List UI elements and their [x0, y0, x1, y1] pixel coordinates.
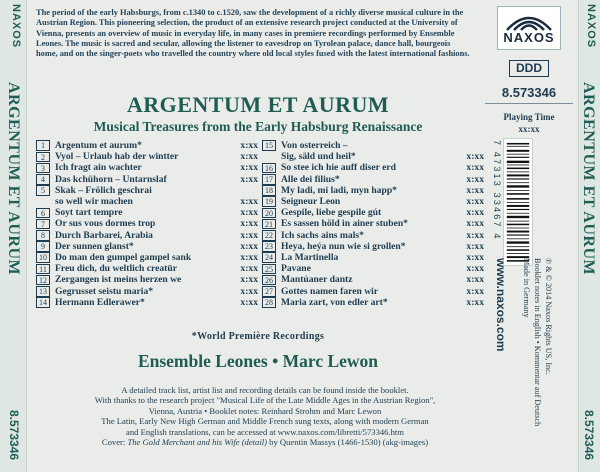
track-row — [262, 185, 484, 196]
track-row — [262, 207, 484, 218]
track-title: Soyt tart tempre — [55, 207, 123, 219]
track-title: Das kchühorn – Untarnslaf — [55, 173, 167, 185]
track-title: so well wir machen — [55, 196, 133, 208]
track-duration: x:xx — [466, 218, 484, 230]
track-title: Freu dich, du weltlich creatūr — [55, 263, 177, 275]
track-row — [36, 252, 258, 263]
right-spine — [578, 0, 600, 472]
track-number: 21 — [262, 219, 276, 230]
footer-notes — [32, 385, 498, 447]
track-title: Skak – Frölich geschrai — [55, 184, 152, 196]
track-title: My ladi, mi ladi, myn happ* — [281, 184, 397, 196]
track-duration: x:xx — [466, 162, 484, 174]
track-duration: x:xx — [240, 173, 258, 185]
track-title: Or sus vous dormes trop — [55, 218, 156, 230]
track-title: Mantúaner dantz — [281, 274, 353, 286]
track-row — [36, 297, 258, 308]
track-number: 7 — [36, 219, 50, 230]
track-row — [262, 230, 484, 241]
barcode-icon — [504, 139, 532, 265]
track-title: Maria zart, von edler art* — [281, 296, 388, 308]
track-duration: x:xx — [240, 151, 258, 163]
left-spine — [0, 0, 27, 472]
track-number: 8 — [36, 230, 50, 241]
track-title: Gottes namen faren wir — [281, 285, 379, 297]
track-title: So stee ich hie auff diser erd — [281, 162, 396, 174]
track-duration: x:xx — [466, 263, 484, 275]
track-duration: x:xx — [240, 263, 258, 275]
track-title: Vyol – Urlaub hab der wintter — [55, 151, 179, 163]
track-title: Gegrusset seistu maria* — [55, 285, 154, 297]
track-duration: x:xx — [240, 162, 258, 174]
track-number: 6 — [36, 208, 50, 219]
track-row — [36, 218, 258, 229]
track-row — [36, 207, 258, 218]
logo-word: NAXOS — [503, 30, 555, 45]
track-row — [36, 140, 258, 151]
track-row — [36, 196, 258, 207]
track-duration: x:xx — [466, 296, 484, 308]
footer-line: A detailed track list, artist list and recording details can be found inside the booklet. — [121, 385, 409, 395]
track-row — [36, 286, 258, 297]
album-title: ARGENTUM ET AURUM — [126, 92, 390, 117]
track-row — [36, 274, 258, 285]
track-title: Ich sachs ains mals* — [281, 229, 364, 241]
track-row — [36, 230, 258, 241]
track-title: Durch Barbarei, Arabia — [55, 229, 153, 241]
naxos-logo — [497, 6, 561, 50]
footer-line: Vienna, Austria • Booklet notes: Reinhard Strohm and Marc Lewon — [148, 405, 382, 416]
track-row — [262, 297, 484, 308]
footer-line: With thanks to the research project "Musical Life of the Late Middle Ages in the Austrian Region", — [94, 395, 436, 406]
track-number: 10 — [36, 252, 50, 263]
track-duration: x:xx — [240, 218, 258, 230]
track-row — [262, 162, 484, 173]
track-number: 3 — [36, 163, 50, 174]
track-duration: x:xx — [240, 207, 258, 219]
track-row — [262, 286, 484, 297]
track-title: Heya, heýa nun wie si grollen* — [281, 240, 406, 252]
footer-line: The Latin, Early New High German and Middle French sung texts, along with modern German — [101, 416, 429, 427]
spine-title-right: ARGENTUM ET AURUM — [580, 82, 597, 276]
track-row — [262, 151, 484, 162]
copyright-notice: ℗ & © 2014 Naxos Rights US, Inc. — [544, 258, 553, 375]
playing-time-value: xx:xx — [518, 124, 540, 134]
track-number: 2 — [36, 152, 50, 163]
track-row — [262, 252, 484, 263]
track-title: Gespile, liebe gespile gút — [281, 207, 382, 219]
track-title: Pavane — [281, 263, 311, 275]
track-row — [262, 263, 484, 274]
track-duration: x:xx — [466, 151, 484, 163]
track-title: Zergangen ist meins herzen we — [55, 274, 182, 286]
track-title: Der sunnen glanst* — [55, 240, 134, 252]
cover-credit: Cover: The Gold Merchant and his Wife (detail) by Quentin Massys (1466-1530) (akg-images) — [101, 437, 429, 448]
track-number: 27 — [262, 286, 276, 297]
album-subtitle: Musical Treasures from the Early Habsburg Renaissance — [93, 119, 423, 134]
logo-arcs-icon — [503, 12, 555, 32]
track-duration: x:xx — [240, 296, 258, 308]
track-duration: x:xx — [466, 274, 484, 286]
track-title: La Martinella — [281, 252, 339, 264]
track-duration: x:xx — [466, 285, 484, 297]
track-row — [262, 140, 484, 151]
track-number: 9 — [36, 241, 50, 252]
track-row — [262, 241, 484, 252]
track-row — [262, 218, 484, 229]
track-number: 20 — [262, 208, 276, 219]
track-title: Do man den gumpel gampel sank — [55, 252, 192, 264]
track-duration: x:xx — [240, 252, 258, 264]
track-title: Hermann Edlerawer* — [55, 296, 145, 308]
track-title: Alle dei filius* — [281, 173, 340, 185]
track-duration: x:xx — [240, 240, 258, 252]
barcode-number: 7 47313 33467 4 — [492, 140, 502, 241]
track-title: Von osterreich – — [281, 140, 348, 151]
track-duration: x:xx — [466, 184, 484, 196]
label-info — [485, 6, 573, 134]
barcode — [503, 138, 533, 266]
description-blurb: The period of the early Habsburgs, from c.1340 to c.1520, saw the development of a richly diverse musical culture in the Austrian Region. This pioneering selection, the product of an extensive research project conducted at the University of Vienna, presents an overview of music in everyday life, in many cases in premiere recordings performed by Ensemble Leones. The music is sacred and secular, allowing the listener to eavesdrop on Tyrolean palace, dance hall, bourgeois home, and on the singer-poets who travelled the country where old local styles fused with the latest international fashions. — [36, 8, 470, 59]
track-number: 22 — [262, 230, 276, 241]
catalogue-number: 8.573346 — [485, 85, 573, 104]
track-number: 4 — [36, 174, 50, 185]
track-duration: x:xx — [466, 196, 484, 208]
track-title: Es sassen höld in ainer stuben* — [281, 218, 408, 230]
track-duration — [224, 185, 258, 196]
playing-time-label: Playing Time — [503, 112, 555, 122]
spine-title: ARGENTUM ET AURUM — [5, 82, 22, 276]
website-link[interactable]: www.naxos.com — [494, 258, 508, 352]
track-number: 12 — [36, 275, 50, 286]
made-in: Made in Germany — [522, 258, 531, 318]
track-number: 26 — [262, 275, 276, 286]
track-duration: x:xx — [240, 196, 258, 208]
track-list-left — [36, 140, 258, 308]
track-duration: x:xx — [240, 285, 258, 297]
spine-catalogue: 8.573346 — [7, 410, 21, 461]
performers: Ensemble Leones • Marc Lewon — [137, 351, 379, 371]
track-duration: x:xx — [466, 252, 484, 264]
track-number — [262, 152, 276, 163]
booklet-languages: Booklet notes in English • Kommentar auf Deutsch — [533, 258, 542, 427]
footer-line: and English translations, can be accessed at www.naxos.com/libretti/573346.htm — [126, 426, 404, 437]
track-title: Sig, säld und heil* — [281, 151, 356, 163]
track-row — [36, 151, 258, 162]
track-row — [36, 263, 258, 274]
track-duration: x:xx — [240, 274, 258, 286]
track-number: 18 — [262, 185, 276, 196]
spine-brand-right: NAXOS — [585, 4, 597, 49]
world-premiere-note: *World Première Recordings — [191, 331, 325, 342]
track-duration: x:xx — [240, 140, 258, 151]
track-number: 14 — [36, 297, 50, 308]
track-duration: x:xx — [240, 229, 258, 241]
spine-brand: NAXOS — [10, 4, 22, 49]
track-duration: x:xx — [466, 240, 484, 252]
track-duration: x:xx — [466, 229, 484, 241]
track-number: 24 — [262, 252, 276, 263]
track-number: 15 — [262, 140, 276, 151]
track-number: 5 — [36, 185, 50, 196]
track-number: 16 — [262, 163, 276, 174]
track-number: 19 — [262, 196, 276, 207]
track-number: 11 — [36, 264, 50, 275]
track-number: 23 — [262, 241, 276, 252]
track-duration — [450, 140, 484, 151]
track-row — [262, 196, 484, 207]
spine-catalogue-right: 8.573346 — [582, 410, 596, 461]
track-number: 28 — [262, 297, 276, 308]
track-row — [36, 162, 258, 173]
track-number — [36, 196, 50, 207]
track-title: Seigneur Leon — [281, 196, 341, 208]
track-duration: x:xx — [466, 173, 484, 185]
track-title: Ich fragt ain wachter — [55, 162, 142, 174]
track-title: Argentum et aurum* — [55, 140, 142, 151]
track-row — [36, 185, 258, 196]
track-row — [262, 274, 484, 285]
track-number: 25 — [262, 264, 276, 275]
track-number: 17 — [262, 174, 276, 185]
track-row — [36, 174, 258, 185]
track-duration: x:xx — [466, 207, 484, 219]
track-row — [262, 174, 484, 185]
track-number: 1 — [36, 140, 50, 151]
ddd-badge: DDD — [509, 60, 549, 77]
cover-title: The Gold Merchant and his Wife (detail) — [127, 437, 267, 448]
track-list-right — [262, 140, 484, 308]
track-row — [36, 241, 258, 252]
track-number: 13 — [36, 286, 50, 297]
